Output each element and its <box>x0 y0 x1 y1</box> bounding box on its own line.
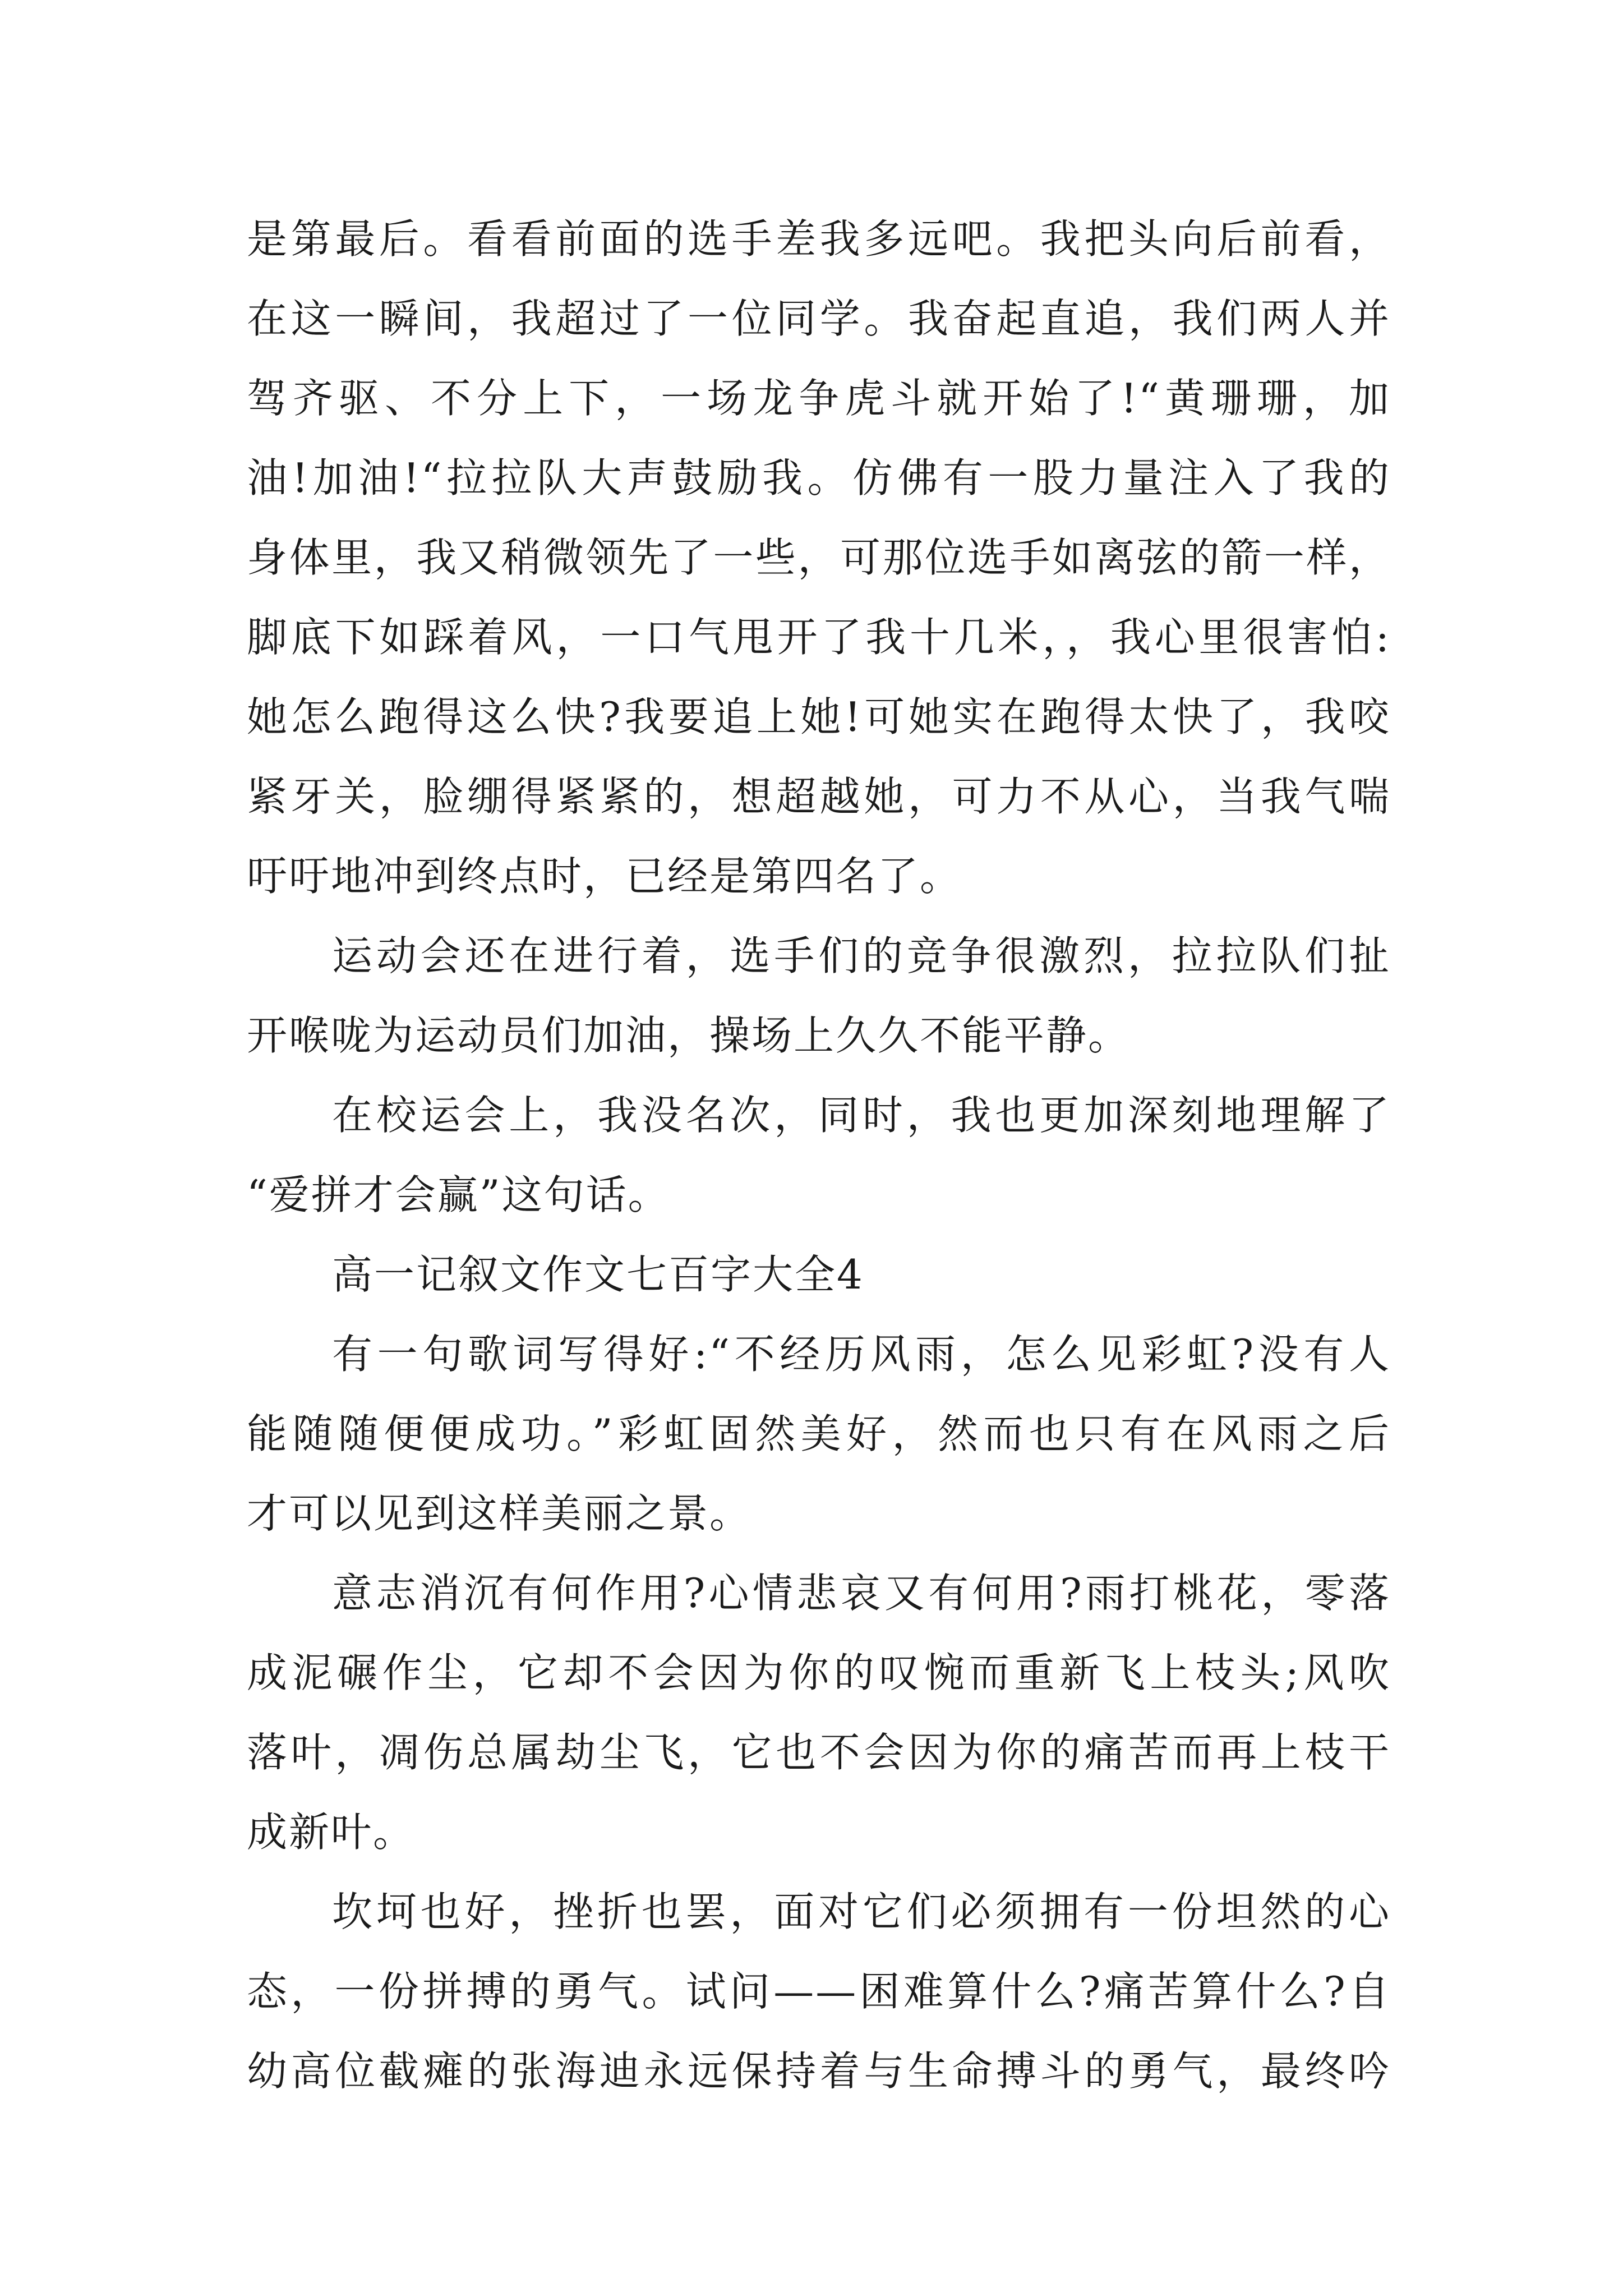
text-line: 意志消沉有何作用?心情悲哀又有何用?雨打桃花，零落 <box>332 1570 1391 1617</box>
text-line: 坎坷也好，挫折也罢，面对它们必须拥有一份坦然的心 <box>332 1888 1391 1935</box>
text-line: 才可以见到这样美丽之景。 <box>247 1490 752 1537</box>
text-line: 在这一瞬间，我超过了一位同学。我奋起直追，我们两人并 <box>247 295 1391 342</box>
text-line: 落叶，凋伤总属劫尘飞，它也不会因为你的痛苦而再上枝干 <box>247 1729 1391 1776</box>
text-line: 幼高位截瘫的张海迪永远保持着与生命搏斗的勇气，最终吟 <box>247 2047 1391 2095</box>
text-line: 成泥碾作尘，它却不会因为你的叹惋而重新飞上枝头;风吹 <box>247 1649 1391 1696</box>
text-line: 在校运会上，我没名次，同时，我也更加深刻地理解了 <box>332 1092 1391 1139</box>
text-line: 能随随便便成功。”彩虹固然美好，然而也只有在风雨之后 <box>247 1410 1391 1457</box>
text-line: 高一记叙文作文七百字大全4 <box>332 1251 864 1298</box>
text-line: 吁吁地冲到终点时，已经是第四名了。 <box>247 853 962 900</box>
text-line: 态，一份拼搏的勇气。试问——困难算什么?痛苦算什么?自 <box>247 1968 1391 2015</box>
text-line: 她怎么跑得这么快?我要追上她!可她实在跑得太快了，我咬 <box>247 693 1391 740</box>
text-line: 脚底下如踩着风，一口气甩开了我十几米，，我心里很害怕: <box>247 614 1391 661</box>
text-line: “爱拼才会赢”这句话。 <box>247 1171 670 1218</box>
text-line: 成新叶。 <box>247 1809 416 1856</box>
text-line: 身体里，我又稍微领先了一些，可那位选手如离弦的箭一样， <box>247 534 1391 581</box>
text-line: 油!加油!“拉拉队大声鼓励我。仿佛有一股力量注入了我的 <box>247 454 1391 501</box>
text-line: 有一句歌词写得好:“不经历风雨，怎么见彩虹?没有人 <box>332 1331 1391 1378</box>
text-line: 紧牙关，脸绷得紧紧的，想超越她，可力不从心，当我气喘 <box>247 773 1391 820</box>
text-line: 开喉咙为运动员们加油，操场上久久不能平静。 <box>247 1012 1131 1059</box>
text-line: 驾齐驱、不分上下，一场龙争虎斗就开始了!“黄珊珊，加 <box>247 375 1391 422</box>
document-text-body <box>247 199 1391 2111</box>
text-line: 是第最后。看看前面的选手差我多远吧。我把头向后前看， <box>247 215 1391 263</box>
text-line: 运动会还在进行着，选手们的竞争很激烈，拉拉队们扯 <box>332 932 1391 979</box>
